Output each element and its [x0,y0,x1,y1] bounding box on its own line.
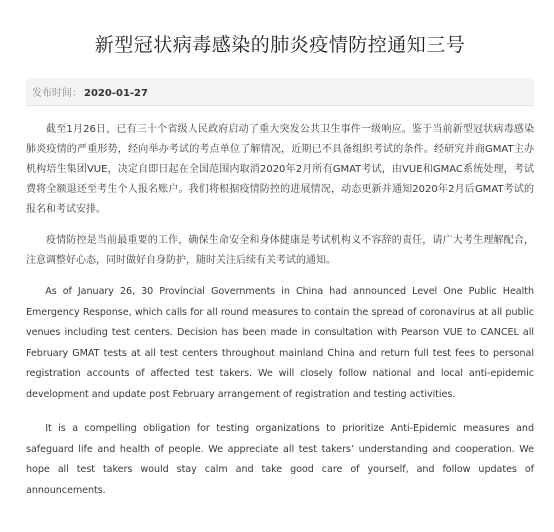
notice-body [26,120,534,501]
paragraph-cn-1: 截至1月26日，已有三十个省级人民政府启动了重大突发公共卫生事件一级响应。鉴于当前新型冠状病毒感染肺炎疫情的严重形势，经向举办考试的考点单位了解情况，近期已不具备组织考试的条件。经研究并商GMAT主办机构培生集团VUE，决定自即日起在全国范围内取消2020年2月所有GMAT考试，由VUE和GMAC系统处理，考试费将全额退还至考生个人报名账户。我们将根据疫情防控的进展情况，动态更新并通知2020年2月后GMAT考试的报名和考试安排。 [26,124,534,215]
notice-title: 新型冠状病毒感染的肺炎疫情防控通知三号 [94,34,466,56]
publish-date: 2020-01-27 [84,88,148,99]
paragraph-cn-2: 疫情防控是当前最重要的工作，确保生命安全和身体健康是考试机构义不容辞的责任，请广大考生理解配合，注意调整好心态，同时做好自身防护，随时关注后续有关考试的通知。 [26,235,534,266]
paragraph-en-2: It is a compelling obligation for testing organizations to prioritize Anti-Epidemic measures and safeguard life and health of people. We appreciate all test takers’ understanding and cooperation. We hope all test takers would stay calm and take good care of yourself, and follow updates of announcements. [26,423,534,496]
publish-label: 发布时间： [32,88,82,99]
paragraph-en-1: As of January 26, 30 Provincial Governments in China had announced Level One Public Health Emergency Response, which calls for all round measures to contain the spread of coronavirus at all public venues including test centers. Decision has been made in consultation with Pearson VUE to CANCEL all February GMAT tests at all test centers throughout mainland China and return full test fees to personal registration accounts of affected test takers. We will closely follow national and local anti-epidemic development and update post February arrangement of registration and testing activities. [26,286,534,400]
publish-info-bar [26,78,534,106]
